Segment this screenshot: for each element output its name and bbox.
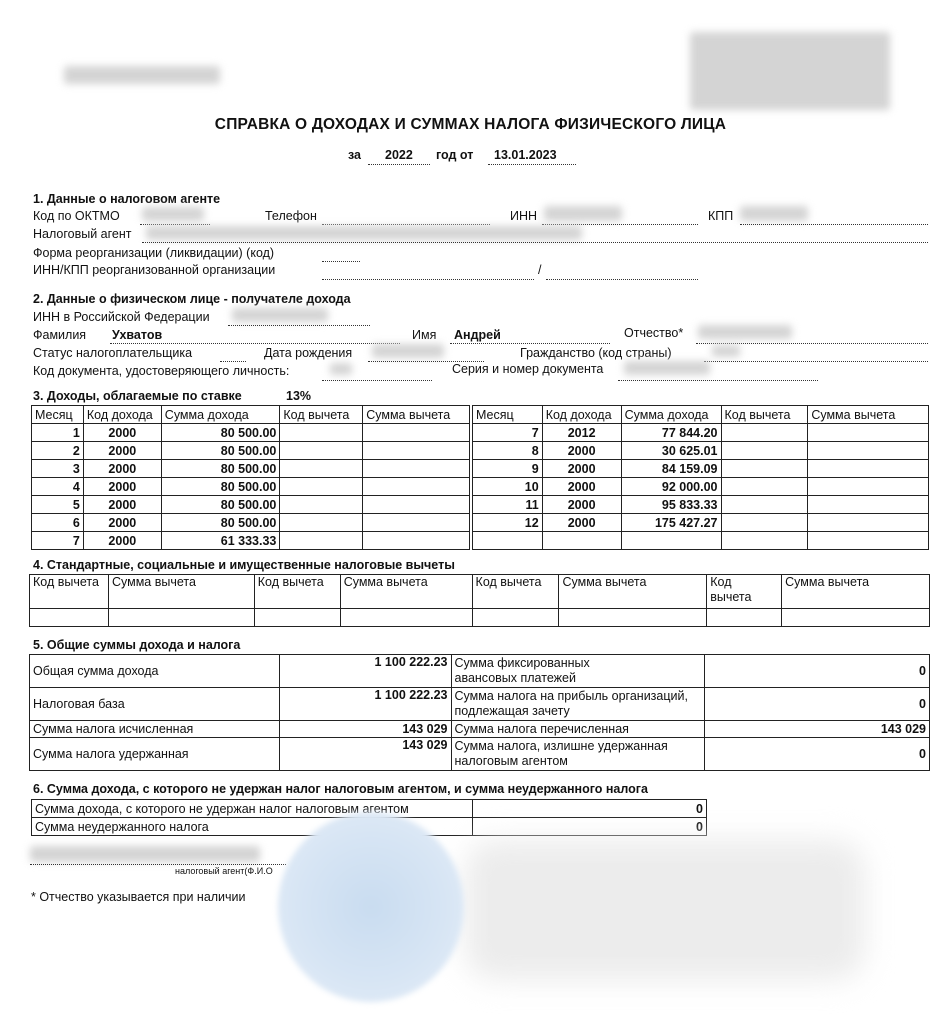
year-suffix: год от [436, 148, 474, 162]
fixed-adv-line2: авансовых платежей [454, 671, 576, 685]
empty-cell [280, 478, 363, 496]
tax-transferred-value: 143 029 [705, 721, 930, 738]
month: 1 [32, 424, 84, 442]
empty-cell [808, 424, 929, 442]
name-value: Андрей [454, 328, 501, 342]
empty-cell [721, 478, 808, 496]
table-row [30, 738, 930, 771]
name-line [450, 343, 610, 344]
income-sum: 80 500.00 [161, 496, 280, 514]
col-income-sum: Сумма дохода [161, 406, 280, 424]
month: 10 [473, 478, 543, 496]
doc-series-label: Серия и номер документа [452, 362, 604, 376]
redacted-citizenship [712, 345, 740, 357]
empty-cell [472, 609, 559, 627]
empty-cell [808, 514, 929, 532]
year-prefix: за [348, 148, 362, 162]
profit-tax-value: 0 [705, 688, 930, 721]
table-row [30, 655, 930, 688]
col-income-sum: Сумма дохода [621, 406, 721, 424]
month: 8 [473, 442, 543, 460]
income-table-header [473, 406, 929, 424]
phone-line [322, 224, 490, 225]
fixed-advance-value: 0 [705, 655, 930, 688]
month: 3 [32, 460, 84, 478]
empty-cell [280, 496, 363, 514]
month: 2 [32, 442, 84, 460]
section5-heading: 5. Общие суммы дохода и налога [33, 638, 241, 652]
surname-line [110, 343, 400, 344]
empty-cell [721, 514, 808, 532]
empty-cell [721, 460, 808, 478]
table-row [30, 688, 930, 721]
unwithheld-tax-label: Сумма неудержанного налога [32, 818, 473, 836]
income-sum: 80 500.00 [161, 424, 280, 442]
report-date: 13.01.2023 [494, 148, 557, 162]
empty-cell [721, 496, 808, 514]
total-income-label: Общая сумма дохода [30, 655, 280, 688]
col-deduction-sum: Сумма вычета [808, 406, 929, 424]
table-row [473, 442, 929, 460]
section2-heading: 2. Данные о физическом лице - получателе дохода [33, 292, 351, 306]
section3-heading: 3. Доходы, облагаемые по ставке [33, 389, 242, 403]
redacted-doc-code [330, 363, 352, 375]
income-code: 2000 [83, 496, 161, 514]
citizenship-label: Гражданство (код страны) [520, 346, 672, 360]
unwithheld-income-value: 0 [472, 800, 706, 818]
name-label: Имя [412, 328, 437, 342]
totals-table [29, 654, 930, 771]
empty-cell [721, 424, 808, 442]
empty-cell [280, 460, 363, 478]
reorg-form-line [322, 261, 360, 262]
surname-value: Ухватов [112, 328, 163, 342]
empty-cell [340, 609, 472, 627]
empty-cell [721, 532, 808, 550]
phone-label: Телефон [265, 209, 317, 223]
code-wrap-line2: вычета [710, 590, 752, 604]
month: 6 [32, 514, 84, 532]
empty-cell [280, 424, 363, 442]
income-code: 2000 [83, 424, 161, 442]
table-row [473, 496, 929, 514]
status-label: Статус налогоплательщика [33, 346, 193, 360]
footnote: * Отчество указывается при наличии [31, 890, 246, 904]
table-row [32, 424, 470, 442]
table-row [473, 532, 929, 550]
table-row [32, 478, 470, 496]
income-sum: 61 333.33 [161, 532, 280, 550]
income-sum: 84 159.09 [621, 460, 721, 478]
table-row [30, 609, 930, 627]
reorg-inn-line-1 [322, 279, 534, 280]
income-table-left [31, 405, 470, 550]
month: 5 [32, 496, 84, 514]
empty-cell [280, 532, 363, 550]
inn-line [542, 224, 698, 225]
oktmo-line [140, 224, 210, 225]
section1-heading: 1. Данные о налоговом агенте [33, 192, 221, 206]
income-code: 2000 [542, 442, 621, 460]
table-row [32, 460, 470, 478]
fixed-advance-label [451, 655, 705, 688]
reorg-inn-line-2 [546, 279, 698, 280]
empty-cell [808, 442, 929, 460]
table-row [32, 514, 470, 532]
income-sum: 92 000.00 [621, 478, 721, 496]
fixed-adv-line1: Сумма фиксированных [454, 656, 590, 670]
agent-signature-label: налоговый агент(Ф.И.О [175, 866, 273, 876]
reorg-slash: / [538, 263, 542, 277]
empty-cell [254, 609, 340, 627]
redacted-signature [30, 846, 260, 862]
redacted-inn-rf [232, 308, 328, 322]
empty-cell [108, 609, 254, 627]
income-table-header [32, 406, 470, 424]
date-underline [488, 164, 576, 165]
profit-tax-line2: подлежащая зачету [454, 704, 570, 718]
deductions-table [29, 574, 930, 627]
birth-label: Дата рождения [264, 346, 353, 360]
year-underline [368, 164, 430, 165]
unwithheld-income-label: Сумма дохода, с которого не удержан налог налоговым агентом [32, 800, 473, 818]
redacted-doc-series [624, 361, 710, 375]
table-row [473, 478, 929, 496]
empty-cell [721, 442, 808, 460]
doc-code-line [322, 380, 432, 381]
deduction-code-header: Код вычета [254, 575, 340, 609]
table-row [473, 514, 929, 532]
excess-tax-value: 0 [705, 738, 930, 771]
unwithheld-tax-value: 0 [472, 818, 706, 836]
income-sum: 80 500.00 [161, 514, 280, 532]
report-year: 2022 [385, 148, 413, 162]
redacted-patronymic [698, 325, 792, 339]
patronymic-label: Отчество* [624, 326, 684, 340]
col-month: Месяц [473, 406, 543, 424]
profit-tax-line1: Сумма налога на прибыль организаций, [454, 689, 688, 703]
patronymic-line [696, 343, 928, 344]
tax-rate: 13% [286, 389, 312, 403]
page-title: СПРАВКА О ДОХОДАХ И СУММАХ НАЛОГА ФИЗИЧЕСКОГО ЛИЦА [214, 116, 727, 133]
agent-line [142, 242, 928, 243]
col-deduction-sum: Сумма вычета [363, 406, 470, 424]
empty-cell [542, 532, 621, 550]
income-sum: 80 500.00 [161, 478, 280, 496]
section4-heading: 4. Стандартные, социальные и имущественные налоговые вычеты [33, 558, 455, 572]
income-sum: 80 500.00 [161, 460, 280, 478]
month: 9 [473, 460, 543, 478]
income-code: 2012 [542, 424, 621, 442]
empty-cell [559, 609, 707, 627]
deduction-code-header: Код вычета [472, 575, 559, 609]
income-sum: 77 844.20 [621, 424, 721, 442]
tax-calculated-label: Сумма налога исчисленная [30, 721, 280, 738]
empty-cell [363, 442, 470, 460]
total-income-value: 1 100 222.23 [279, 655, 451, 688]
income-table-right [472, 405, 929, 550]
empty-cell [808, 496, 929, 514]
col-income-code: Код дохода [542, 406, 621, 424]
empty-cell [808, 478, 929, 496]
tax-withheld-value: 143 029 [279, 738, 451, 771]
inn-label: ИНН [510, 209, 538, 223]
deductions-header [30, 575, 930, 609]
empty-cell [363, 514, 470, 532]
tax-withheld-label: Сумма налога удержанная [30, 738, 280, 771]
table-row [30, 721, 930, 738]
table-row [32, 532, 470, 550]
redacted-header-right [690, 32, 890, 110]
income-code: 2000 [83, 442, 161, 460]
doc-series-line [618, 380, 818, 381]
table-row [473, 424, 929, 442]
agent-label: Налоговый агент [33, 227, 132, 241]
signature-line [30, 864, 286, 865]
tax-calculated-value: 143 029 [279, 721, 451, 738]
table-row [32, 496, 470, 514]
kpp-line [740, 224, 928, 225]
month: 12 [473, 514, 543, 532]
status-line [220, 361, 246, 362]
tax-base-label: Налоговая база [30, 688, 280, 721]
stamp-icon [278, 812, 464, 1002]
income-code: 2000 [542, 496, 621, 514]
citizenship-line [704, 361, 928, 362]
income-sum: 95 833.33 [621, 496, 721, 514]
income-sum: 30 625.01 [621, 442, 721, 460]
income-sum: 175 427.27 [621, 514, 721, 532]
reorg-inn-label: ИНН/КПП реорганизованной организации [33, 263, 276, 277]
income-code: 2000 [542, 514, 621, 532]
tax-base-value: 1 100 222.23 [279, 688, 451, 721]
section6-heading: 6. Сумма дохода, с которого не удержан налог налоговым агентом, и сумма неудержанного налога [33, 782, 648, 796]
deduction-code-header: Код вычета [30, 575, 109, 609]
empty-cell [30, 609, 109, 627]
empty-cell [808, 532, 929, 550]
col-month: Месяц [32, 406, 84, 424]
month: 11 [473, 496, 543, 514]
income-sum: 80 500.00 [161, 442, 280, 460]
empty-cell [363, 478, 470, 496]
surname-label: Фамилия [33, 328, 87, 342]
code-wrap-line1: Код [710, 575, 732, 589]
inn-rf-line [228, 325, 370, 326]
deduction-sum-header: Сумма вычета [782, 575, 930, 609]
redacted-agent [146, 226, 582, 240]
tax-transferred-label: Сумма налога перечисленная [451, 721, 705, 738]
redacted-header-left [64, 66, 220, 84]
empty-cell [363, 496, 470, 514]
empty-cell [363, 460, 470, 478]
empty-cell [808, 460, 929, 478]
deduction-sum-header: Сумма вычета [340, 575, 472, 609]
excess-tax-label [451, 738, 705, 771]
deduction-code-header-wrapped [707, 575, 782, 609]
kpp-label: КПП [708, 209, 734, 223]
empty-cell [363, 532, 470, 550]
redacted-inn [544, 206, 622, 221]
income-code: 2000 [542, 478, 621, 496]
reorg-form-label: Форма реорганизации (ликвидации) (код) [33, 246, 275, 260]
month: 7 [473, 424, 543, 442]
redacted-birth [372, 344, 444, 358]
income-code: 2000 [83, 460, 161, 478]
redacted-kpp [740, 206, 808, 221]
excess-line2: налоговым агентом [454, 754, 568, 768]
empty-cell [782, 609, 930, 627]
col-deduction-code: Код вычета [280, 406, 363, 424]
profit-tax-label [451, 688, 705, 721]
excess-line1: Сумма налога, излишне удержанная [454, 739, 668, 753]
redacted-oktmo [142, 207, 204, 221]
deduction-sum-header: Сумма вычета [559, 575, 707, 609]
income-code: 2000 [542, 460, 621, 478]
col-deduction-code: Код вычета [721, 406, 808, 424]
deduction-sum-header: Сумма вычета [108, 575, 254, 609]
blurred-region [465, 840, 865, 980]
empty-cell [280, 514, 363, 532]
col-income-code: Код дохода [83, 406, 161, 424]
month: 4 [32, 478, 84, 496]
doc-code-label: Код документа, удостоверяющего личность: [33, 364, 290, 378]
empty-cell [280, 442, 363, 460]
table-row [473, 460, 929, 478]
income-code: 2000 [83, 478, 161, 496]
income-code: 2000 [83, 532, 161, 550]
inn-rf-label: ИНН в Российской Федерации [33, 310, 210, 324]
empty-cell [473, 532, 543, 550]
table-row [32, 442, 470, 460]
oktmo-label: Код по ОКТМО [33, 209, 120, 223]
income-code: 2000 [83, 514, 161, 532]
empty-cell [707, 609, 782, 627]
empty-cell [621, 532, 721, 550]
empty-cell [363, 424, 470, 442]
month: 7 [32, 532, 84, 550]
